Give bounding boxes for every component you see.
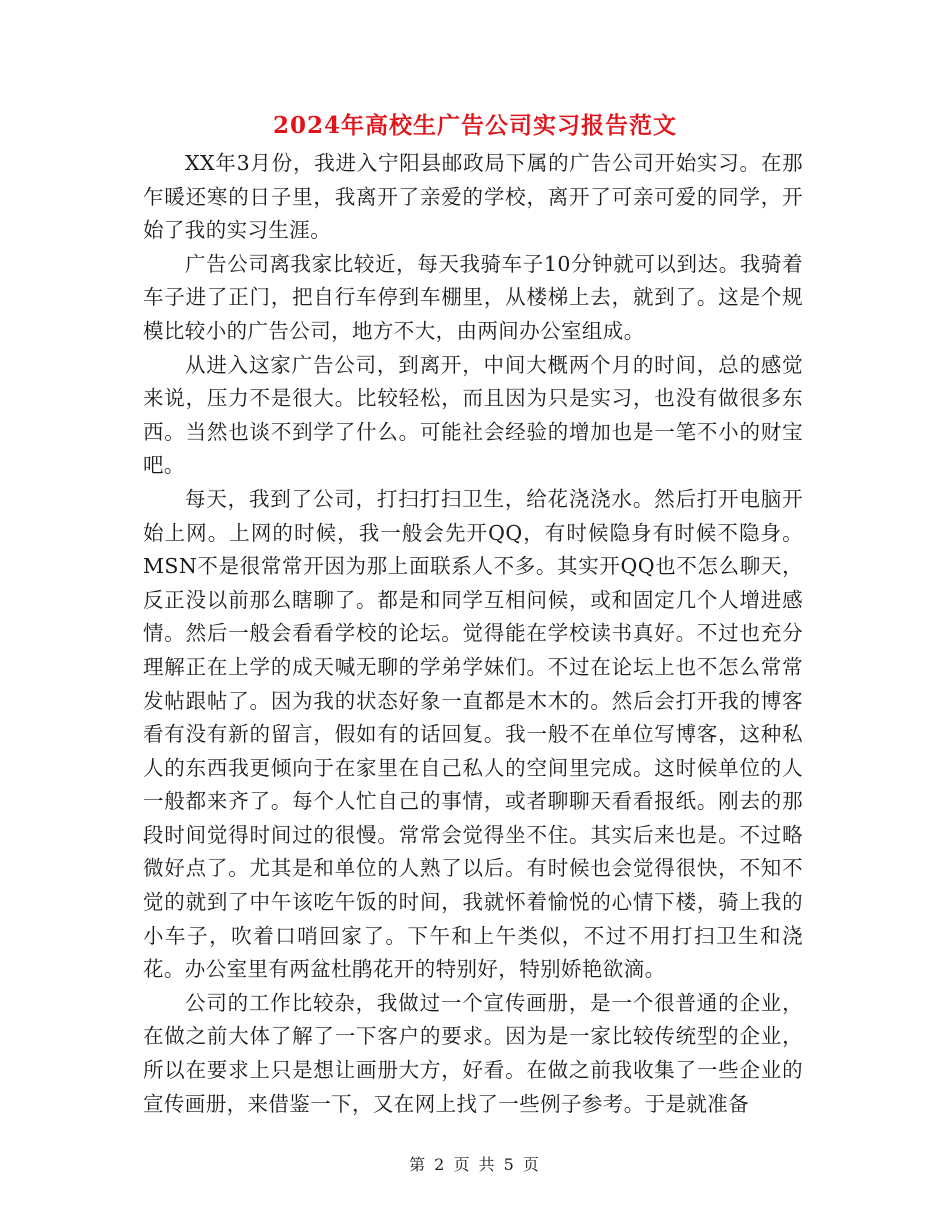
document-title: 2024年高校生广告公司实习报告范文	[272, 112, 677, 139]
paragraph-5: 公司的工作比较杂，我做过一个宣传画册，是一个很普通的企业，在做之前大体了解了一下客户的要求。因为是一家比较传统型的企业，所以在要求上只是想让画册大方，好看。在做之前我收集了一些企业的宣传画册，来借鉴一下，又在网上找了一些例子参考。于是就准备	[143, 990, 803, 1116]
page-number-footer: 第 2 页 共 5 页	[409, 1155, 541, 1174]
paragraph-1: XX年3月份，我进入宁阳县邮政局下属的广告公司开始实习。在那乍暖还寒的日子里，我离开了亲爱的学校，离开了可亲可爱的同学，开始了我的实习生涯。	[143, 151, 803, 243]
paragraph-2: 广告公司离我家比较近，每天我骑车子10分钟就可以到达。我骑着车子进了正门，把自行车停到车棚里，从楼梯上去，就到了。这是个规模比较小的广告公司，地方不大，由两间办公室组成。	[143, 251, 803, 343]
paragraph-4: 每天，我到了公司，打扫打扫卫生，给花浇浇水。然后打开电脑开始上网。上网的时候，我一般会先开QQ，有时候隐身有时候不隐身。MSN不是很常常开因为那上面联系人不多。其实开QQ也不怎么聊天，反正没以前那么瞎聊了。都是和同学互相问候，或和固定几个人增进感情。然后一般会看看学校的论坛。觉得能在学校读书真好。不过也充分理解正在上学的成天喊无聊的学弟学妹们。不过在论坛上也不怎么常常发帖跟帖了。因为我的状态好象一直都是木木的。然后会打开我的博客看有没有新的留言，假如有的话回复。我一般不在单位写博客，这种私人的东西我更倾向于在家里在自己私人的空间里完成。这时候单位的人一般都来齐了。每个人忙自己的事情，或者聊聊天看看报纸。刚去的那段时间觉得时间过的很慢。常常会觉得坐不住。其实后来也是。不过略微好点了。尤其是和单位的人熟了以后。有时候也会觉得很快，不知不觉的就到了中午该吃午饭的时间，我就怀着愉悦的心情下楼，骑上我的小车子，吹着口哨回家了。下午和上午类似，不过不用打扫卫生和浇花。办公室里有两盆杜鹃花开的特别好，特别娇艳欲滴。	[143, 486, 803, 982]
paragraph-3: 从进入这家广告公司，到离开，中间大概两个月的时间，总的感觉来说，压力不是很大。比较轻松，而且因为只是实习，也没有做很多东西。当然也谈不到学了什么。可能社会经验的增加也是一笔不小的财宝吧。	[143, 352, 803, 478]
document-body	[143, 147, 803, 1121]
